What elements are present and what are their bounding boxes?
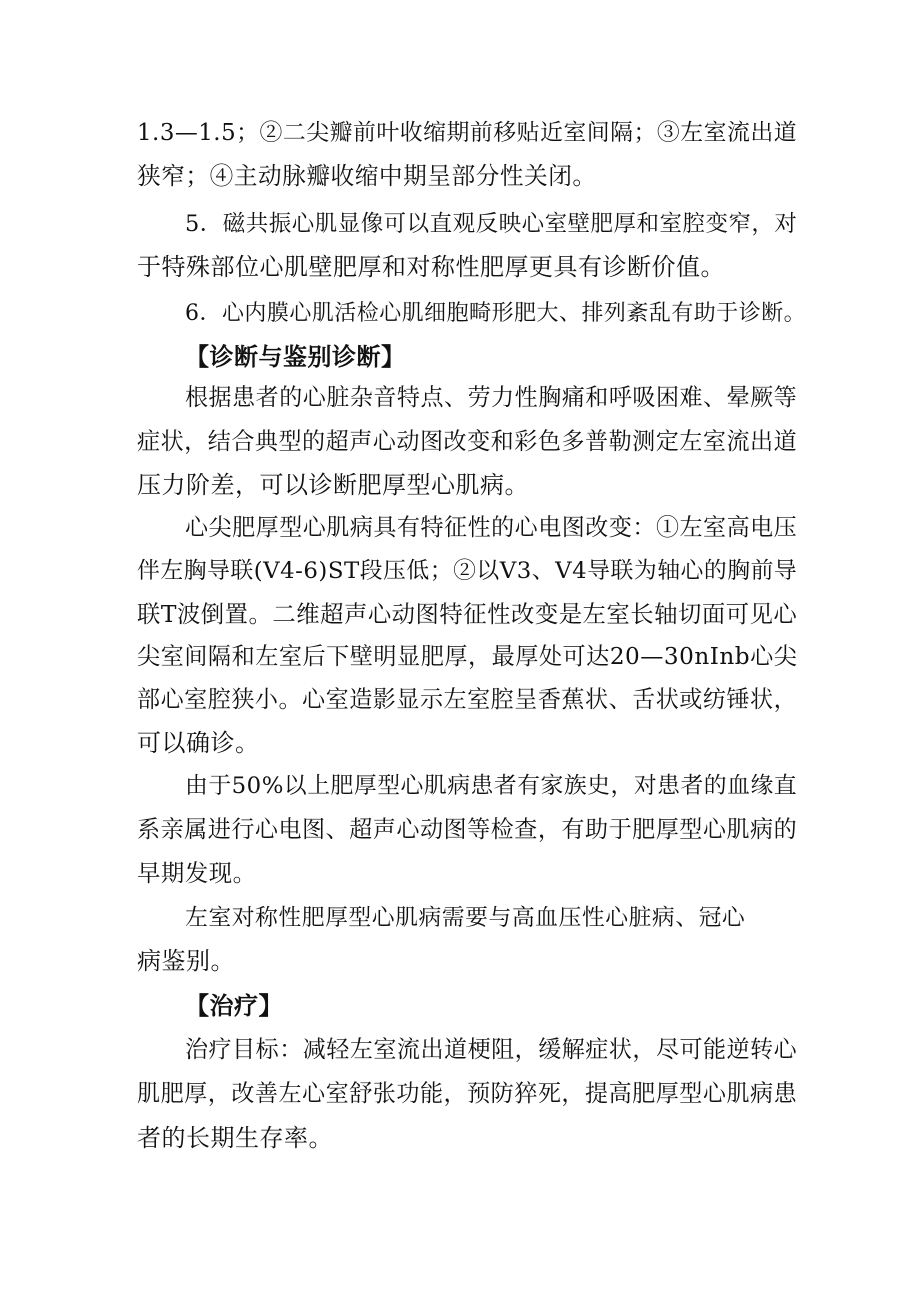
text-line: 伴左胸导联(V4-6)ST段压低；②以V3、V4导联为轴心的胸前导 [137, 558, 798, 584]
text-line: 由于50%以上肥厚型心肌病患者有家族史，对患者的血缘直 [185, 773, 798, 799]
text-line: 心尖肥厚型心肌病具有特征性的心电图改变：①左室高电压 [185, 515, 798, 541]
text-line: 者的长期生存率。 [137, 1124, 333, 1152]
text-line: 部心室腔狭小。心室造影显示左室腔呈香蕉状、舌状或纺锤状， [137, 687, 798, 713]
text-line: 狭窄；④主动脉瓣收缩中期呈部分性关闭。 [137, 162, 597, 190]
text-line: 系亲属进行心电图、超声心动图等检查，有助于肥厚型心肌病的 [137, 817, 798, 843]
text-line: 病鉴别。 [137, 947, 235, 975]
section-heading-diagnosis: 【诊断与鉴别诊断】 [185, 343, 406, 371]
text-line: 肌肥厚，改善左心室舒张功能，预防猝死，提高肥厚型心肌病患 [137, 1081, 798, 1107]
section-heading-treatment: 【治疗】 [185, 992, 283, 1020]
text-line: 治疗目标：减轻左室流出道梗阻，缓解症状，尽可能逆转心 [185, 1037, 798, 1063]
list-item-5: 5．磁共振心肌显像可以直观反映心室壁肥厚和室腔变窄，对 [185, 211, 798, 237]
text-line: 联T波倒置。二维超声心动图特征性改变是左室长轴切面可见心 [137, 600, 798, 628]
text-line: 压力阶差，可以诊断肥厚型心肌病。 [137, 471, 529, 499]
text-line: 症状，结合典型的超声心动图改变和彩色多普勒测定左室流出道 [137, 429, 798, 455]
text-line: 左室对称性肥厚型心肌病需要与高血压性心脏病、冠心 [185, 905, 746, 931]
text-line: 可以确诊。 [137, 729, 260, 757]
text-line: 1.3—1.5；②二尖瓣前叶收缩期前移贴近室间隔；③左室流出道 [137, 120, 798, 146]
text-line: 早期发现。 [137, 859, 257, 887]
list-item-6: 6．心内膜心肌活检心肌细胞畸形肥大、排列紊乱有助于诊断。 [185, 301, 807, 326]
text-line: 根据患者的心脏杂音特点、劳力性胸痛和呼吸困难、晕厥等 [185, 385, 798, 411]
text-line: 尖室间隔和左室后下壁明显肥厚，最厚处可达20—30nInb心尖 [137, 644, 798, 670]
text-line: 于特殊部位心肌壁肥厚和对称性肥厚更具有诊断价值。 [137, 253, 725, 281]
